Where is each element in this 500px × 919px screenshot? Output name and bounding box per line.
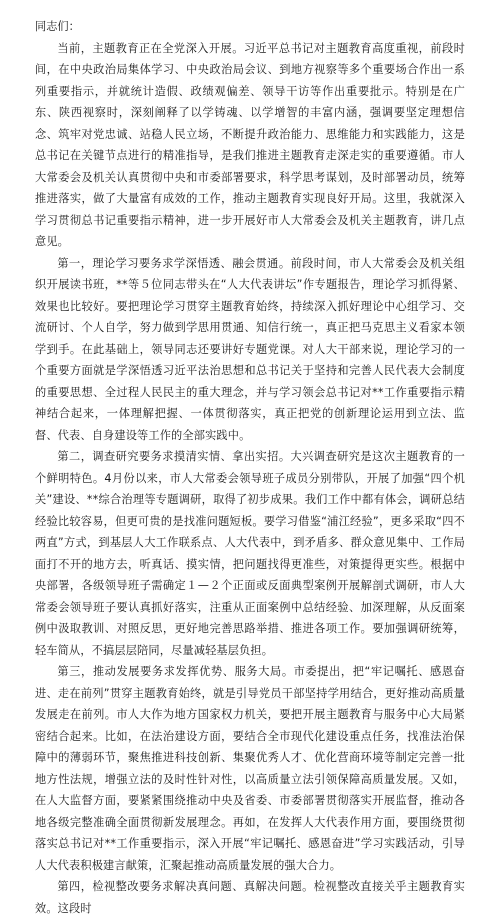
paragraph-intro: 当前，主题教育正在全党深入开展。习近平总书记对主题教育高度重视，前段时间，在中央政治局集体学习、中央政治局会议、到地方视察等多个重要场合作出一系列重要指示，并就统计造假、政绩观偏差、领导干访等作出重要批示。特别是在广东、陕西视察时，深刻阐释了以学铸魂、以学增智的丰富内涵，强调要坚定理想信念、筑牢对党忠诚、站稳人民立场，不断提升政治能力、思维能力和实践能力，这是总书记在关键节点进行的精准指导，是我们推进主题教育走深走实的重要遵循。市人大常委会及机关认真贯彻中央和市委部署要求，科学思考谋划，及时部署动员，统筹推进落实，做了大量富有成效的工作，推动主题教育实现良好开局。这里，我就深入学习贯彻总书记重要指示精神，进一步开展好市人大常委会及机关主题教育，讲几点意见。	[35, 41, 465, 248]
paragraph-development: 第三，推动发展要务求发挥优势、服务大局。市委提出，把“牢记嘱托、感恩奋进、走在前列”贯穿主题教育始终，就是引导党员干部坚持学用结合，更好推动高质量发展走在前列。市人大作为地方国家权力机关，要把开展主题教育与服务中心大局紧密结合起来。比如，在法治建设方面，要结合全市现代化建设重点任务，找准法治保障中的薄弱环节，聚焦推进科技创新、集聚优秀人才、优化营商环境等制定完善一批地方性法规，增强立法的及时性针对性，以高质量立法引领保障高质量发展。又如，在人大监督方面，要紧紧围绕推动中央及省委、市委部署贯彻落实开展监督，推动各地各级完整准确全面贯彻新发展理念。再如，在发挥人大代表作用方面，要围绕贯彻落实总书记对**工作重要指示，深入开展“牢记嘱托、感恩奋进”学习实践活动，引导人大代表积极建言献策，汇聚起推动高质量发展的强大合力。	[35, 665, 465, 872]
paragraph-investigation: 第二，调查研究要务求摸清实情、拿出实招。大兴调查研究是这次主题教育的一个鲜明特色。4月份以来，市人大常委会领导班子成员分别带队，开展了加强“四个机关”建设、**综合治理等专题调研，取得了初步成果。我们工作中都有体会，调研总结经验比较容易，但更可贵的是找准问题短板。要学习借鉴“浦江经验”，更多采取“四不两直”方式，到基层人大工作联系点、人大代表中，到矛盾多、群众意见集中、工作局面打不开的地方去，听真话、摸实情，把问题找得更准些，对策提得更实些。根据中央部署，各级领导班子需确定１—２个正面或反面典型案例开展解剖式调研，市人大常委会领导班子要认真抓好落实，注重从正面案例中总结经验、加深理解，从反面案例中汲取教训、对照反思，更好地完善思路举措、推进各项工作。要加强调研统筹，轻车简从，不搞层层陪同，尽量减轻基层负担。	[35, 450, 465, 657]
salutation: 同志们：	[35, 20, 80, 33]
paragraph-rectification: 第四，检视整改要务求解决真问题、真解决问题。检视整改直接关乎主题教育实效。这段时	[35, 880, 465, 915]
paragraph-theory-study: 第一，理论学习要务求学深悟透、融会贯通。前段时间，市人大常委会及机关组织开展读书班，**等５位同志带头在“人大代表讲坛”作专题报告，理论学习抓得紧、效果也比较好。要把理论学习贯穿主题教育始终，持续深入抓好理论中心组学习、交流研讨、个人自学，努力做到学思用贯通、知信行统一，真正把马克思主义看家本领学到手。在此基础上，领导同志还要讲好专题党课。对人大干部来说，理论学习的一个重要方面就是学深悟透习近平法治思想和总书记关于坚持和完善人民代表大会制度的重要思想、全过程人民民主的重大理念，并与学习领会总书记对**工作重要指示精神结合起来，一体理解把握、一体贯彻落实，真正把党的创新理论运用到立法、监督、代表、自身建设等工作的全部实践中。	[35, 256, 465, 442]
